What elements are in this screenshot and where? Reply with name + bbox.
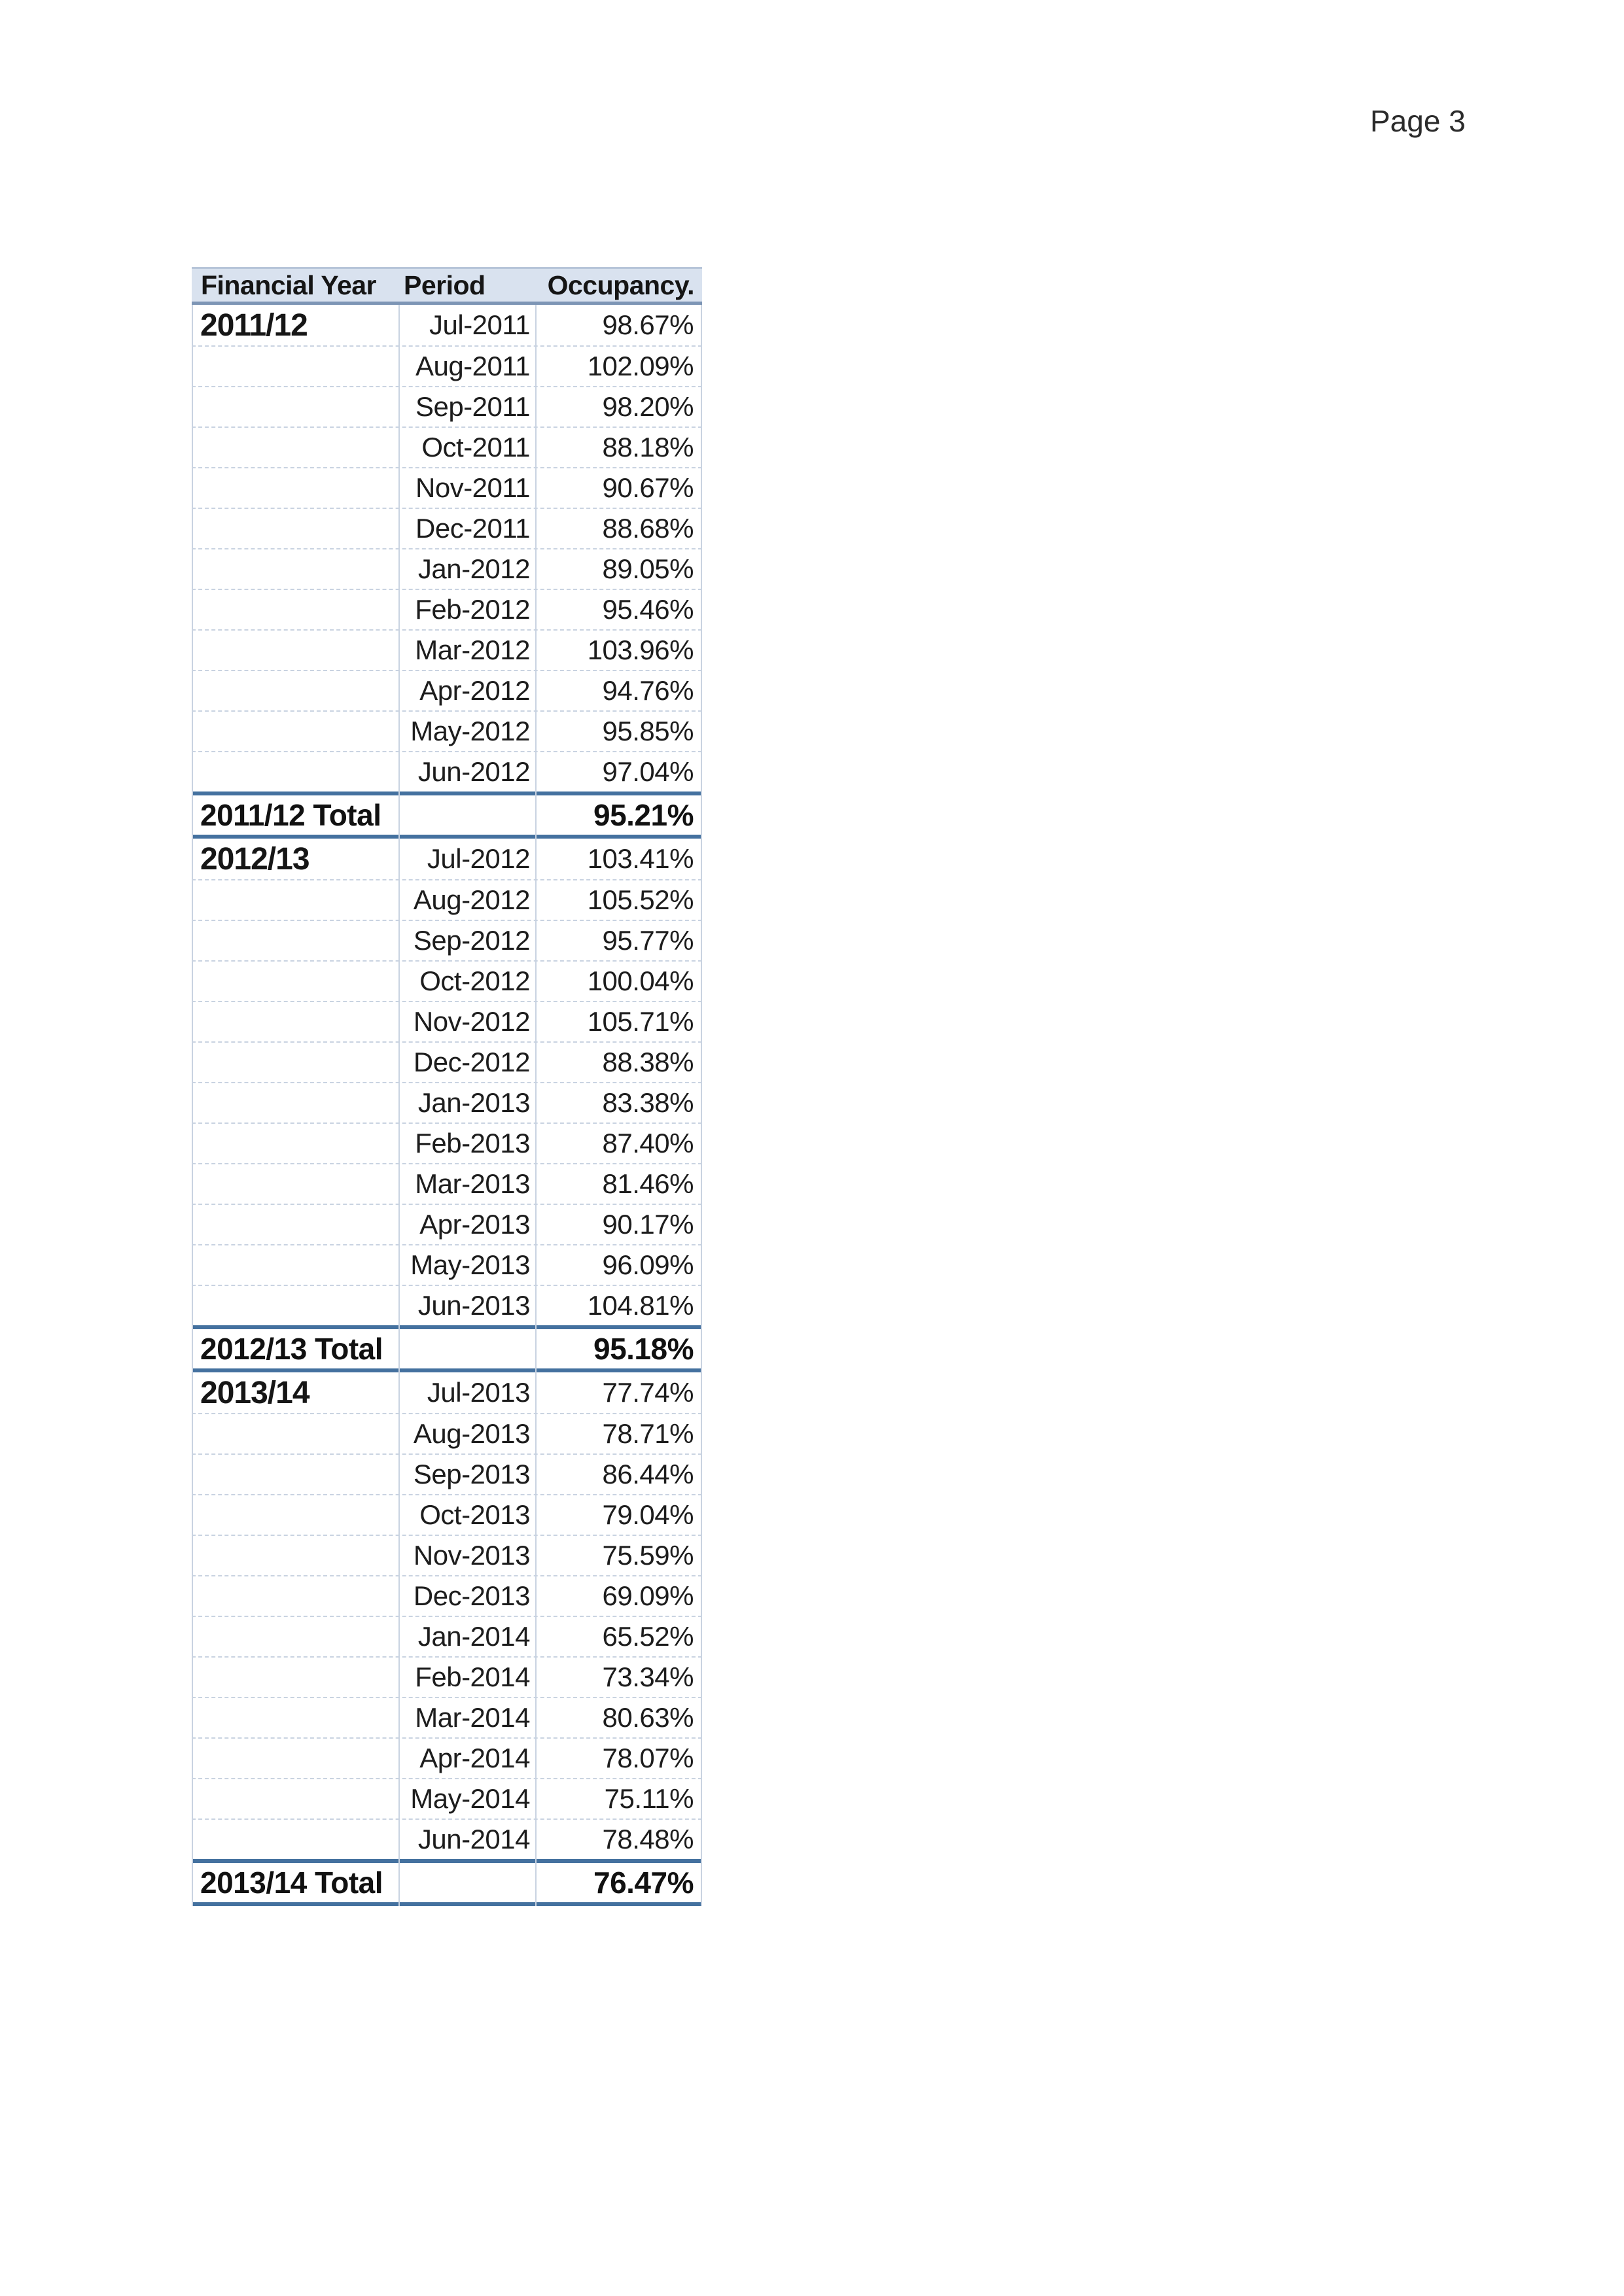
total-value-cell: 76.47% <box>593 1866 694 1900</box>
header-period: Period <box>404 270 485 300</box>
table-row <box>192 1535 702 1575</box>
total-label-cell: 2013/14 Total <box>200 1866 383 1900</box>
occupancy-cell: 75.59% <box>602 1540 694 1571</box>
period-cell: Dec-2012 <box>413 1047 530 1077</box>
table-row <box>192 1575 702 1616</box>
occupancy-cell: 73.34% <box>602 1661 694 1692</box>
occupancy-cell: 94.76% <box>602 675 694 706</box>
occupancy-cell: 100.04% <box>587 965 694 996</box>
table-row <box>192 1616 702 1656</box>
table-row <box>192 1163 702 1204</box>
period-cell: Mar-2012 <box>415 635 530 665</box>
period-cell: Aug-2013 <box>413 1418 530 1449</box>
occupancy-cell: 103.41% <box>587 843 694 874</box>
table-row <box>192 1244 702 1285</box>
table-header-row <box>192 267 702 305</box>
period-cell: Jun-2012 <box>417 756 530 787</box>
period-cell: Feb-2013 <box>415 1128 530 1158</box>
period-cell: Sep-2012 <box>413 925 530 956</box>
period-cell: May-2013 <box>410 1249 530 1280</box>
table-row <box>192 839 702 879</box>
table-row <box>192 1122 702 1163</box>
occupancy-cell: 78.07% <box>602 1743 694 1773</box>
table-row <box>192 426 702 467</box>
occupancy-cell: 95.77% <box>602 925 694 956</box>
table-row <box>192 1285 702 1325</box>
period-cell: Dec-2011 <box>415 513 530 544</box>
table-row <box>192 1737 702 1778</box>
period-cell: Sep-2013 <box>413 1459 530 1489</box>
occupancy-cell: 65.52% <box>602 1621 694 1652</box>
period-cell: Dec-2013 <box>413 1580 530 1611</box>
period-cell: Sep-2011 <box>415 391 530 422</box>
table-left-gridline <box>192 305 193 1906</box>
occupancy-cell: 88.18% <box>602 432 694 462</box>
table-row <box>192 629 702 670</box>
occupancy-cell: 95.46% <box>602 594 694 625</box>
period-cell: Oct-2011 <box>421 432 530 462</box>
period-cell: May-2012 <box>410 716 530 746</box>
table-row <box>192 920 702 960</box>
occupancy-cell: 78.71% <box>602 1418 694 1449</box>
total-label-cell: 2012/13 Total <box>200 1332 383 1366</box>
occupancy-cell: 77.74% <box>602 1377 694 1408</box>
table-row <box>192 467 702 508</box>
period-cell: Apr-2013 <box>419 1209 530 1240</box>
header-occupancy: Occupancy. <box>547 270 694 300</box>
occupancy-cell: 97.04% <box>602 756 694 787</box>
period-cell: Aug-2011 <box>415 351 530 381</box>
table-row <box>192 1453 702 1494</box>
table-row <box>192 1041 702 1082</box>
table-row <box>192 1818 702 1859</box>
period-cell: Nov-2013 <box>413 1540 530 1571</box>
financial-year-cell: 2013/14 <box>200 1375 309 1410</box>
period-cell: Jul-2013 <box>427 1377 530 1408</box>
occupancy-cell: 105.71% <box>587 1006 694 1037</box>
period-cell: Apr-2012 <box>419 675 530 706</box>
column-gridline <box>535 305 537 1906</box>
occupancy-cell: 103.96% <box>587 635 694 665</box>
occupancy-cell: 104.81% <box>587 1290 694 1321</box>
occupancy-cell: 69.09% <box>602 1580 694 1611</box>
financial-year-cell: 2011/12 <box>200 307 308 343</box>
period-cell: Oct-2012 <box>419 965 530 996</box>
period-cell: Jan-2013 <box>417 1087 530 1118</box>
table-row <box>192 1494 702 1535</box>
occupancy-cell: 98.20% <box>602 391 694 422</box>
period-cell: Nov-2011 <box>415 472 530 503</box>
table-row <box>192 1204 702 1244</box>
period-cell: May-2014 <box>410 1783 530 1814</box>
table-row <box>192 710 702 751</box>
occupancy-cell: 102.09% <box>587 351 694 381</box>
period-cell: Jan-2014 <box>417 1621 530 1652</box>
table-row <box>192 960 702 1001</box>
occupancy-cell: 90.67% <box>602 472 694 503</box>
period-cell: Jan-2012 <box>417 553 530 584</box>
occupancy-cell: 79.04% <box>602 1499 694 1530</box>
table-row <box>192 1656 702 1697</box>
occupancy-cell: 98.67% <box>602 309 694 340</box>
occupancy-cell: 90.17% <box>602 1209 694 1240</box>
table-row <box>192 508 702 548</box>
table-row <box>192 670 702 710</box>
header-financial-year: Financial Year <box>201 270 377 300</box>
financial-year-cell: 2012/13 <box>200 841 309 877</box>
table-row <box>192 1697 702 1737</box>
period-cell: Feb-2014 <box>415 1661 530 1692</box>
period-cell: Feb-2012 <box>415 594 530 625</box>
total-value-cell: 95.21% <box>593 798 694 832</box>
total-row <box>192 1859 702 1906</box>
occupancy-cell: 78.48% <box>602 1824 694 1854</box>
table-row <box>192 345 702 386</box>
occupancy-cell: 81.46% <box>602 1168 694 1199</box>
table-row <box>192 1001 702 1041</box>
table-row <box>192 879 702 920</box>
occupancy-cell: 95.85% <box>602 716 694 746</box>
period-cell: Mar-2013 <box>415 1168 530 1199</box>
total-label-cell: 2011/12 Total <box>200 798 381 832</box>
occupancy-cell: 96.09% <box>602 1249 694 1280</box>
page-number: Page 3 <box>1370 104 1466 138</box>
occupancy-table <box>192 267 702 1906</box>
period-cell: Jun-2013 <box>417 1290 530 1321</box>
period-cell: Jun-2014 <box>417 1824 530 1854</box>
occupancy-cell: 89.05% <box>602 553 694 584</box>
period-cell: Mar-2014 <box>415 1702 530 1733</box>
occupancy-cell: 75.11% <box>604 1783 694 1814</box>
occupancy-cell: 105.52% <box>587 884 694 915</box>
table-row <box>192 751 702 791</box>
table-row <box>192 548 702 589</box>
period-cell: Aug-2012 <box>413 884 530 915</box>
occupancy-cell: 87.40% <box>602 1128 694 1158</box>
table-row <box>192 1413 702 1453</box>
occupancy-cell: 86.44% <box>602 1459 694 1489</box>
total-value-cell: 95.18% <box>593 1332 694 1366</box>
table-row <box>192 1778 702 1818</box>
table-row <box>192 1082 702 1122</box>
occupancy-cell: 88.38% <box>602 1047 694 1077</box>
occupancy-cell: 88.68% <box>602 513 694 544</box>
period-cell: Oct-2013 <box>419 1499 530 1530</box>
total-row <box>192 791 702 839</box>
period-cell: Jul-2011 <box>429 309 530 340</box>
total-row <box>192 1325 702 1372</box>
table-row <box>192 386 702 426</box>
table-row <box>192 305 702 345</box>
period-cell: Apr-2014 <box>419 1743 530 1773</box>
table-body <box>192 305 702 1906</box>
column-gridline <box>398 305 400 1906</box>
table-row <box>192 1372 702 1413</box>
table-row <box>192 589 702 629</box>
period-cell: Jul-2012 <box>427 843 530 874</box>
table-right-gridline <box>701 305 702 1906</box>
period-cell: Nov-2012 <box>413 1006 530 1037</box>
occupancy-cell: 80.63% <box>602 1702 694 1733</box>
occupancy-cell: 83.38% <box>602 1087 694 1118</box>
